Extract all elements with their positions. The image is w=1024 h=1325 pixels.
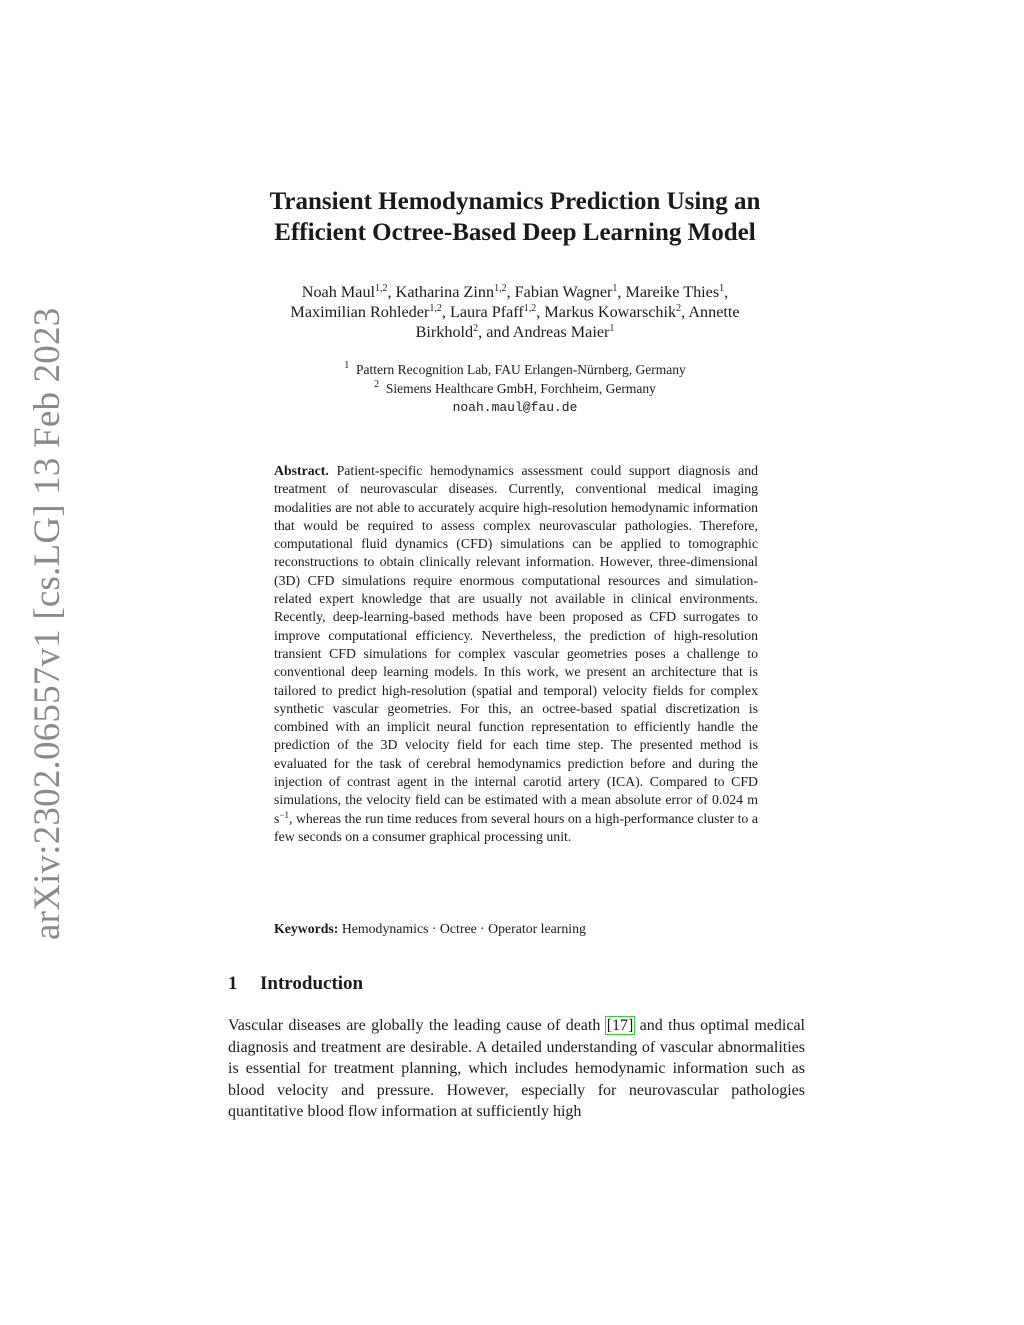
author-name: , Katharina Zinn bbox=[387, 283, 495, 301]
author-name: , Annette bbox=[681, 303, 740, 321]
author-affil-mark: 2 bbox=[473, 323, 479, 334]
author-name: , Markus Kowarschik bbox=[536, 303, 677, 321]
affiliations bbox=[230, 360, 800, 417]
paper-title bbox=[200, 186, 830, 248]
author-affil-mark: 1 bbox=[612, 283, 618, 294]
author-affil-mark: 1 bbox=[719, 283, 725, 294]
author-affil-mark: 1,2 bbox=[523, 303, 537, 314]
author-affil-mark: 1,2 bbox=[375, 283, 388, 294]
author-name: , and Andreas Maier bbox=[478, 323, 610, 341]
affiliation-2 bbox=[230, 379, 800, 398]
intro-text-continued: and thus optimal medical diagnosis and treatment are desirable. A detailed understanding of vascular abnormalities is essential for treatment planning, which includes hemodynamic information such as blood velocity and pressure. However, especially for neurovascular pathologies quantitative blood flow information at sufficiently high bbox=[228, 1017, 805, 1120]
affiliation-1 bbox=[230, 360, 800, 379]
citation-link[interactable]: [17] bbox=[606, 1017, 634, 1034]
section-title: Introduction bbox=[260, 973, 364, 994]
abstract bbox=[274, 462, 758, 846]
author-affil-mark: 1 bbox=[609, 323, 615, 334]
unit-exponent: −1 bbox=[279, 809, 289, 820]
section-number: 1 bbox=[228, 973, 238, 994]
author-name: Maximilian Rohleder bbox=[290, 303, 430, 321]
author-name: Birkhold bbox=[415, 323, 474, 341]
abstract-text-end: , whereas the run time reduces from several hours on a high-performance cluster to a few seconds on a consumer graphical processing unit. bbox=[274, 810, 758, 844]
introduction-paragraph bbox=[228, 1015, 805, 1123]
author-affil-mark: 1,2 bbox=[494, 283, 507, 294]
abstract-text: Patient-specific hemodynamics assessment could support diagnosis and treatment of neurovascular diseases. Currently, conventional medical imaging modalities are not able to accurately acquire high-resolution hemodynamic information that would be required to assess complex neurovascular pathologies. Therefore, computational fluid dynamics (CFD) simulations can be applied to tomographic reconstructions to obtain clinically relevant information. However, three-dimensional (3D) CFD simulations require enormous computational resources and simulation-related expert knowledge that are usually not available in clinical environments. Recently, deep-learning-based methods have been proposed as CFD surrogates to improve computational efficiency. Nevertheless, the prediction of high-resolution transient CFD simulations for complex vascular geometries poses a challenge to conventional deep learning models. In this work, we present an architecture that is tailored to predict high-resolution (spatial and temporal) velocity fields for complex synthetic vascular geometries. For this, an octree-based spatial discretization is combined with an implicit neural function representation to efficiently handle the prediction of the 3D velocity field for each time step. The presented method is evaluated for the task of cerebral hemodynamics prediction before and during the injection of contrast agent in the internal carotid artery (ICA). Compared to CFD simulations, the velocity field can be estimated with a mean absolute error of 0.024 m s bbox=[274, 463, 758, 826]
title-line-2: Efficient Octree-Based Deep Learning Model bbox=[274, 219, 756, 246]
author-list bbox=[230, 282, 800, 342]
title-line-1: Transient Hemodynamics Prediction Using an bbox=[269, 188, 761, 215]
abstract-label: Abstract. bbox=[274, 463, 329, 478]
keywords-text: Hemodynamics · Octree · Operator learning bbox=[341, 921, 586, 936]
affiliation-mark: 1 bbox=[344, 360, 350, 371]
author-email-link[interactable]: noah.maul@fau.de bbox=[452, 400, 578, 415]
author-affil-mark: 1,2 bbox=[429, 303, 442, 314]
author-name: , Mareike Thies bbox=[617, 283, 720, 301]
author-affil-mark: 2 bbox=[676, 303, 682, 314]
author-name: , Fabian Wagner bbox=[506, 283, 613, 301]
keywords-label: Keywords: bbox=[274, 921, 339, 936]
affiliation-text: Siemens Healthcare GmbH, Forchheim, Germany bbox=[385, 381, 656, 396]
author-name: , Laura Pfaff bbox=[441, 303, 524, 321]
arxiv-identifier-stamp: arXiv:2302.06557v1 [cs.LG] 13 Feb 2023 bbox=[27, 307, 68, 940]
author-name: Noah Maul bbox=[301, 283, 376, 301]
section-heading-introduction bbox=[228, 972, 363, 996]
affiliation-mark: 2 bbox=[374, 379, 380, 390]
author-separator: , bbox=[724, 283, 729, 301]
affiliation-text: Pattern Recognition Lab, FAU Erlangen-Nürnberg, Germany bbox=[355, 362, 686, 377]
keywords bbox=[274, 920, 758, 938]
intro-text: Vascular diseases are globally the leading cause of death bbox=[228, 1017, 606, 1034]
